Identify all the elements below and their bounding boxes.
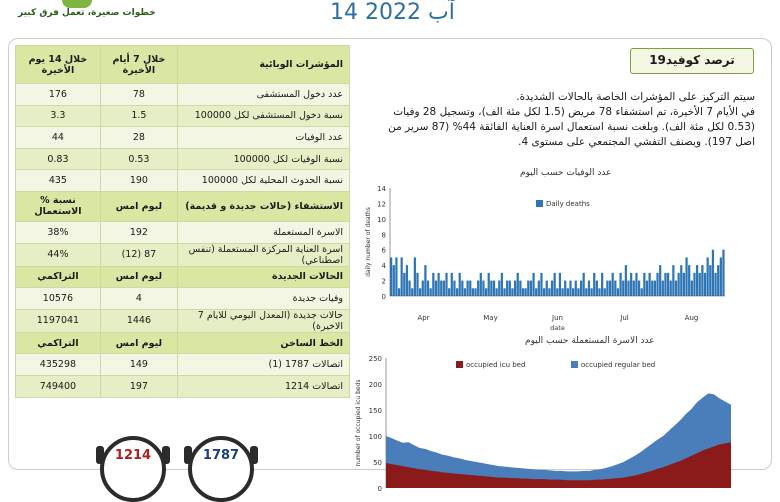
table-cell: 0.83 xyxy=(16,148,101,170)
bar xyxy=(651,281,653,296)
bar xyxy=(664,273,666,296)
bar xyxy=(641,288,643,296)
table-cell: نسبة دخول المستشفى لكل 100000 xyxy=(177,105,349,127)
bar xyxy=(601,273,603,296)
x-month-label: Jul xyxy=(620,314,629,322)
table-cell: 1.5 xyxy=(100,105,177,127)
table-row xyxy=(16,148,350,170)
bar xyxy=(543,288,545,296)
x-month-label: Apr xyxy=(417,314,430,322)
bar xyxy=(393,265,395,296)
table-header-cell: الحالات الجديدة xyxy=(177,266,349,288)
y-tick-label: 4 xyxy=(381,262,386,271)
bar xyxy=(701,265,703,296)
bar xyxy=(490,281,492,296)
y-tick-label: 10 xyxy=(377,215,386,224)
bar xyxy=(430,288,432,296)
bar xyxy=(517,273,519,296)
bar xyxy=(477,281,479,296)
bar xyxy=(590,288,592,296)
bar xyxy=(501,273,503,296)
bar xyxy=(561,288,563,296)
y-tick-label: 0 xyxy=(381,293,386,301)
bar xyxy=(683,273,685,296)
bar xyxy=(646,281,648,296)
legend-swatch xyxy=(536,200,543,207)
bar xyxy=(714,273,716,296)
bar xyxy=(559,273,561,296)
bar xyxy=(580,281,582,296)
table-cell: 435298 xyxy=(16,354,101,376)
bar xyxy=(432,273,434,296)
bar xyxy=(722,250,724,296)
bar xyxy=(445,273,447,296)
bar xyxy=(617,288,619,296)
bar xyxy=(572,288,574,296)
bar xyxy=(577,288,579,296)
table-cell: اتصالات 1787 (1) xyxy=(177,354,349,376)
bar xyxy=(575,281,577,296)
table-cell: 10576 xyxy=(16,288,101,310)
bar xyxy=(609,281,611,296)
table-cell: 435 xyxy=(16,170,101,192)
bar xyxy=(390,257,392,296)
bar xyxy=(554,273,556,296)
table-cell: نسبة الوفيات لكل 100000 xyxy=(177,148,349,170)
bar xyxy=(659,265,661,296)
bar xyxy=(548,288,550,296)
table-cell: 176 xyxy=(16,84,101,106)
legend-label-regular: occupied regular bed xyxy=(581,361,656,369)
bar xyxy=(583,273,585,296)
bar xyxy=(619,273,621,296)
bar xyxy=(598,288,600,296)
bar xyxy=(675,281,677,296)
y-tick-label: 200 xyxy=(368,381,382,389)
y-tick-label: 6 xyxy=(381,246,386,255)
bar xyxy=(670,281,672,296)
table-cell: الاسرة المستعملة xyxy=(177,221,349,243)
bar xyxy=(459,273,461,296)
table-header-row xyxy=(16,46,350,84)
summary-line: (0.53 لكل مئة الف). وبلغت نسبة استعمال اسرة العناية الفائقة 44% (87 سرير من xyxy=(388,121,755,133)
bar xyxy=(440,281,442,296)
bar xyxy=(538,281,540,296)
table-cell: 1446 xyxy=(100,309,177,332)
bar xyxy=(662,281,664,296)
bar xyxy=(678,273,680,296)
bar xyxy=(527,281,529,296)
summary-paragraph xyxy=(365,90,755,150)
bar xyxy=(488,273,490,296)
bar xyxy=(635,273,637,296)
table-cell: (12) 87 xyxy=(100,243,177,266)
bar xyxy=(472,288,474,296)
bar xyxy=(493,281,495,296)
y-tick-label: 14 xyxy=(377,185,386,193)
bar xyxy=(693,273,695,296)
table-row xyxy=(16,170,350,192)
bar xyxy=(688,265,690,296)
bar xyxy=(627,281,629,296)
bar xyxy=(704,273,706,296)
table-cell: 0.53 xyxy=(100,148,177,170)
bar xyxy=(606,281,608,296)
hotline-ring xyxy=(100,436,166,502)
bar xyxy=(622,281,624,296)
hotline-number: 1214 xyxy=(114,448,152,463)
bar xyxy=(569,281,571,296)
bar xyxy=(435,281,437,296)
hotline-1214-icon xyxy=(96,432,170,472)
table-cell: وفيات جديدة xyxy=(177,288,349,310)
bar xyxy=(709,265,711,296)
bar xyxy=(522,288,524,296)
table-header-cell: ليوم امس xyxy=(100,191,177,221)
bar xyxy=(461,281,463,296)
bar xyxy=(535,288,537,296)
table-row xyxy=(16,288,350,310)
bar xyxy=(401,257,403,296)
bar xyxy=(511,288,513,296)
covid-monitor-badge: ترصد كوفيد19 xyxy=(630,48,754,74)
bar xyxy=(546,281,548,296)
y-tick-label: 8 xyxy=(381,231,386,240)
table-cell: 28 xyxy=(100,127,177,149)
table-header-cell: خلال 14 يوم الأخيرة xyxy=(16,46,101,84)
bar xyxy=(451,273,453,296)
y-tick-label: 50 xyxy=(373,459,382,467)
bar xyxy=(395,257,397,296)
table-cell: 3.3 xyxy=(16,105,101,127)
bar xyxy=(506,281,508,296)
table-header-row xyxy=(16,332,350,354)
bar xyxy=(638,281,640,296)
x-month-label: Aug xyxy=(684,314,699,322)
bar xyxy=(469,281,471,296)
bar xyxy=(696,265,698,296)
bar xyxy=(643,273,645,296)
table-cell: اتصالات 1214 xyxy=(177,375,349,397)
bar xyxy=(474,288,476,296)
x-month-label: May xyxy=(483,314,498,322)
bar xyxy=(717,265,719,296)
table-cell: 44 xyxy=(16,127,101,149)
bar xyxy=(403,273,405,296)
bar xyxy=(612,273,614,296)
bar xyxy=(424,265,426,296)
bar xyxy=(649,273,651,296)
bar xyxy=(633,281,635,296)
y-tick-label: 250 xyxy=(368,355,382,363)
table-cell: 197 xyxy=(100,375,177,397)
table-header-cell: ليوم امس xyxy=(100,332,177,354)
bar xyxy=(466,281,468,296)
legend-swatch-icu xyxy=(456,361,463,368)
x-month-label: Jun xyxy=(552,314,563,322)
y-tick-label: 100 xyxy=(368,433,382,441)
bar xyxy=(448,288,450,296)
bar xyxy=(585,288,587,296)
table-row xyxy=(16,105,350,127)
bar xyxy=(416,273,418,296)
beds-chart-title: عدد الاسرة المستعملة حسب اليوم xyxy=(525,336,655,346)
bar xyxy=(712,250,714,296)
table-cell: حالات جديدة (المعدل اليومي للايام 7 الاخيرة) xyxy=(177,309,349,332)
table-row xyxy=(16,84,350,106)
bar xyxy=(707,257,709,296)
bar xyxy=(604,288,606,296)
table-cell: 38% xyxy=(16,221,101,243)
bar xyxy=(422,281,424,296)
hotline-ring xyxy=(188,436,254,502)
bar xyxy=(464,288,466,296)
bar xyxy=(414,257,416,296)
hotline-1787-icon xyxy=(184,432,258,472)
bar xyxy=(672,265,674,296)
bar xyxy=(614,281,616,296)
table-row xyxy=(16,375,350,397)
deaths-chart-title: عدد الوفيات حسب اليوم xyxy=(520,168,612,178)
table-cell: 44% xyxy=(16,243,101,266)
bar xyxy=(514,281,516,296)
bar xyxy=(480,273,482,296)
logo-text: خطوات صغيرة، تعمل فرق كبير xyxy=(18,8,156,18)
bar xyxy=(699,273,701,296)
table-cell: 149 xyxy=(100,354,177,376)
table-header-cell: المؤشرات الوبائية xyxy=(177,46,349,84)
bar xyxy=(408,281,410,296)
bar xyxy=(398,288,400,296)
table-header-cell: خلال 7 أيام الأخيرة xyxy=(100,46,177,84)
bar xyxy=(656,273,658,296)
table-row xyxy=(16,221,350,243)
beds-chart xyxy=(350,348,735,493)
table-cell: عدد دخول المستشفى xyxy=(177,84,349,106)
bar xyxy=(556,288,558,296)
table-row xyxy=(16,127,350,149)
bar xyxy=(419,288,421,296)
bar xyxy=(437,273,439,296)
bar xyxy=(685,257,687,296)
table-cell: 749400 xyxy=(16,375,101,397)
table-header-cell: % نسبة الاستعمال xyxy=(16,191,101,221)
bar xyxy=(540,273,542,296)
table-header-cell: التراكمي xyxy=(16,332,101,354)
bar xyxy=(503,288,505,296)
bar xyxy=(593,273,595,296)
y-axis-label: number of occupied icu beds xyxy=(355,379,362,467)
bar xyxy=(496,288,498,296)
bar xyxy=(453,281,455,296)
legend-swatch-regular xyxy=(571,361,578,368)
bar xyxy=(532,273,534,296)
table-cell: 4 xyxy=(100,288,177,310)
bar xyxy=(551,281,553,296)
table-header-cell: الخط الساخن xyxy=(177,332,349,354)
bar xyxy=(530,281,532,296)
table-cell: عدد الوفيات xyxy=(177,127,349,149)
table-header-cell: الاستشفاء (حالات جديدة و قديمة) xyxy=(177,191,349,221)
bar xyxy=(654,281,656,296)
table-row xyxy=(16,309,350,332)
bar xyxy=(411,288,413,296)
legend-label-icu: occupied icu bed xyxy=(466,361,526,369)
y-tick-label: 2 xyxy=(381,277,386,286)
page-date-title: 14 آب 2022 xyxy=(330,0,455,25)
table-cell: 190 xyxy=(100,170,177,192)
bar xyxy=(509,281,511,296)
table-header-cell: التراكمي xyxy=(16,266,101,288)
table-cell: 192 xyxy=(100,221,177,243)
table-cell: نسبة الحدوث المحلية لكل 100000 xyxy=(177,170,349,192)
bar xyxy=(485,288,487,296)
bar xyxy=(588,281,590,296)
table-cell: 1197041 xyxy=(16,309,101,332)
summary-line: اصل 197). ويصنف التفشي المجتمعي على مستوى 4. xyxy=(518,136,755,148)
bar xyxy=(498,281,500,296)
table-row xyxy=(16,354,350,376)
table-header-cell: ليوم امس xyxy=(100,266,177,288)
table-cell: 78 xyxy=(100,84,177,106)
bar xyxy=(443,281,445,296)
bar xyxy=(456,288,458,296)
y-tick-label: 0 xyxy=(377,485,382,493)
summary-line: سيتم التركيز على المؤشرات الخاصة بالحالات الشديدة. xyxy=(516,91,755,103)
logo xyxy=(18,0,156,22)
logo-leaf-icon xyxy=(62,0,92,8)
table-cell: اسرة العناية المركزة المستعملة (تنفس اصطناعي) xyxy=(177,243,349,266)
y-tick-label: 12 xyxy=(377,200,386,209)
bar xyxy=(564,281,566,296)
bar xyxy=(596,281,598,296)
bar xyxy=(519,281,521,296)
table-header-row xyxy=(16,266,350,288)
summary-line: في الأيام 7 الأخيرة، تم استشفاء 78 مريض (1.5 لكل مئة الف)، وتسجيل 28 وفيات xyxy=(393,106,755,118)
legend-label: Daily deaths xyxy=(546,200,590,208)
bar xyxy=(691,281,693,296)
bar xyxy=(667,273,669,296)
table-row xyxy=(16,243,350,266)
bar xyxy=(680,265,682,296)
x-axis-label: date xyxy=(550,324,565,332)
bar xyxy=(720,257,722,296)
bar xyxy=(427,281,429,296)
y-axis-label: daily number of deaths xyxy=(365,207,372,277)
table-header-row xyxy=(16,191,350,221)
y-tick-label: 150 xyxy=(368,407,382,415)
bar xyxy=(482,281,484,296)
indicators-table xyxy=(15,45,350,398)
bar xyxy=(630,273,632,296)
deaths-chart xyxy=(362,180,732,330)
bar xyxy=(406,265,408,296)
bar xyxy=(567,288,569,296)
bar xyxy=(625,265,627,296)
bar xyxy=(525,288,527,296)
hotline-number: 1787 xyxy=(202,448,240,463)
